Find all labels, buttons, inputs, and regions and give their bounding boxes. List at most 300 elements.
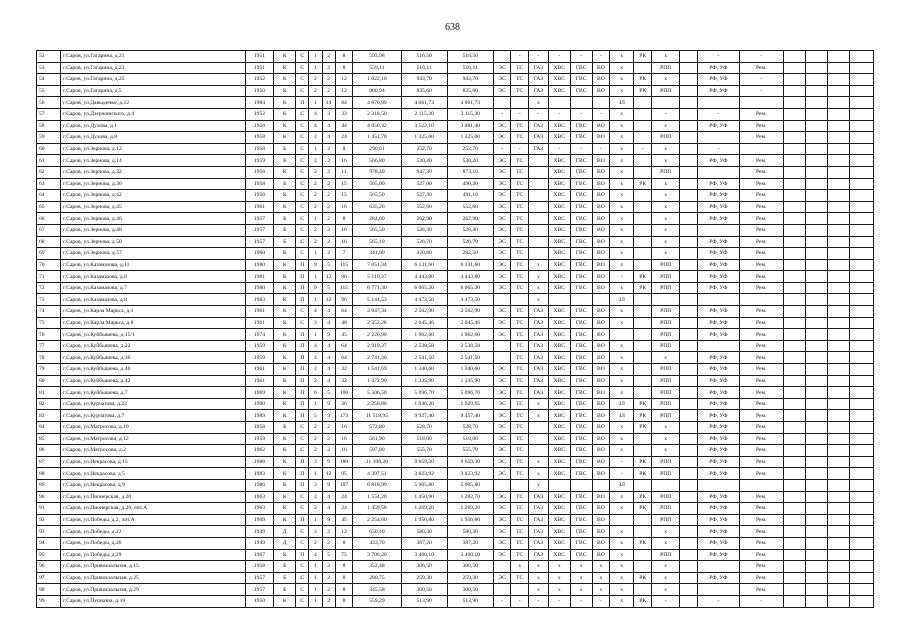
table-cell: 2 947,34	[353, 306, 401, 318]
table-cell	[634, 352, 652, 364]
table-cell	[805, 549, 827, 561]
table-cell	[634, 213, 652, 225]
address-cell: г.Саров, ул.Зернова, д.42	[61, 190, 246, 202]
table-cell: 290,61	[353, 143, 401, 155]
table-cell	[528, 236, 548, 248]
table-cell: -	[739, 595, 783, 607]
table-cell	[680, 584, 698, 596]
table-cell: К	[274, 190, 296, 202]
table-cell	[783, 317, 805, 329]
table-cell: 1961	[245, 306, 274, 318]
row-number-cell: 94	[37, 537, 61, 549]
address-cell: г.Саров, ул.Казамазова, д.11	[61, 259, 246, 271]
table-row	[37, 155, 874, 167]
row-number-cell: 65	[37, 201, 61, 213]
table-cell	[805, 132, 827, 144]
table-cell: ВО	[592, 514, 610, 526]
table-cell	[634, 132, 652, 144]
table-cell: ТС	[511, 549, 529, 561]
table-cell: РФ, УФ	[698, 526, 740, 538]
table-cell: К	[274, 514, 296, 526]
table-cell: 320,80	[401, 248, 447, 260]
address-cell: г.Саров, ул.Матросова, д.12	[61, 433, 246, 445]
table-cell: 2	[322, 422, 335, 434]
table-cell: ХВС	[548, 375, 570, 387]
table-cell: ТС	[511, 375, 529, 387]
table-cell	[827, 201, 849, 213]
table-cell	[634, 317, 652, 329]
table-cell: ГВС	[570, 422, 592, 434]
address-cell: г.Саров, ул.Гагарина, д.23	[61, 62, 246, 74]
table-cell: 1 541,69	[353, 364, 401, 376]
table-cell: 528,70	[401, 422, 447, 434]
table-cell: 835,60	[447, 85, 493, 97]
table-cell: 1989	[245, 410, 274, 422]
table-cell: 9	[322, 514, 335, 526]
table-cell	[548, 479, 570, 491]
table-cell: РФ, УФ	[698, 456, 740, 468]
table-cell: РК	[634, 456, 652, 468]
table-cell: 95	[335, 468, 353, 480]
table-cell: Б	[274, 422, 296, 434]
table-cell	[634, 62, 652, 74]
table-cell: ВО	[592, 224, 610, 236]
table-cell: РФ, УФ	[698, 433, 740, 445]
table-cell: 1	[309, 248, 322, 260]
table-cell: 48	[335, 317, 353, 329]
table-cell: ЭС	[493, 166, 511, 178]
table-cell: ГВС	[570, 340, 592, 352]
table-cell: 6 771,30	[353, 282, 401, 294]
table-cell	[680, 352, 698, 364]
table-cell	[849, 97, 873, 109]
table-cell	[827, 537, 849, 549]
table-cell	[805, 236, 827, 248]
table-cell: х	[651, 422, 680, 434]
table-cell: Рем.	[739, 410, 783, 422]
table-cell: К	[274, 503, 296, 515]
table-cell	[528, 166, 548, 178]
table-cell	[739, 294, 783, 306]
table-cell: 306,50	[447, 561, 493, 573]
table-cell	[634, 236, 652, 248]
table-cell: 1963	[245, 491, 274, 503]
table-cell: 490,20	[447, 178, 493, 190]
table-cell	[680, 317, 698, 329]
table-cell: 1	[309, 213, 322, 225]
table-cell: 1 962,60	[447, 329, 493, 341]
table-cell	[805, 178, 827, 190]
address-cell: г.Саров, ул.Духова, д.1	[61, 120, 246, 132]
table-cell: 3 460,10	[401, 549, 447, 561]
table-cell: 6	[309, 387, 322, 399]
table-cell	[849, 352, 873, 364]
table-cell: ТС	[511, 236, 529, 248]
table-row	[37, 74, 874, 86]
table-cell: -	[528, 595, 548, 607]
table-cell: 2 256,80	[353, 398, 401, 410]
table-cell: ГВС	[570, 549, 592, 561]
table-cell: х	[592, 572, 610, 584]
table-cell: ВО	[592, 329, 610, 341]
address-cell: г.Саров, ул.Зернова, д.14	[61, 155, 246, 167]
table-cell: 527,00	[401, 178, 447, 190]
table-cell	[680, 282, 698, 294]
table-cell: ТС	[511, 468, 529, 480]
table-cell: -	[511, 143, 529, 155]
table-cell: ХВС	[548, 491, 570, 503]
address-cell: г.Саров, ул.Курчатова, д.22	[61, 398, 246, 410]
table-cell: 1959	[245, 433, 274, 445]
table-cell: 2	[322, 85, 335, 97]
table-cell: РПП	[651, 85, 680, 97]
table-cell: С	[296, 491, 309, 503]
table-cell: 491,10	[447, 190, 493, 202]
table-row	[37, 306, 874, 318]
table-cell: 11 518,95	[353, 410, 401, 422]
table-cell	[570, 294, 592, 306]
table-cell: 1 325,00	[401, 132, 447, 144]
table-cell: 32	[335, 364, 353, 376]
table-cell: ГВС	[570, 537, 592, 549]
table-cell: П	[296, 271, 309, 283]
table-cell: ЭС	[493, 537, 511, 549]
table-cell	[610, 514, 634, 526]
row-number-cell: 91	[37, 503, 61, 515]
table-cell	[783, 503, 805, 515]
table-cell: 4 443,80	[447, 271, 493, 283]
table-cell: ЭС	[493, 410, 511, 422]
table-row	[37, 445, 874, 457]
table-cell	[493, 97, 511, 109]
table-cell: К	[274, 85, 296, 97]
table-cell: х	[651, 51, 680, 63]
table-row	[37, 503, 874, 515]
table-cell: 2 741,30	[353, 352, 401, 364]
table-cell	[528, 190, 548, 202]
table-cell: х	[528, 572, 548, 584]
table-cell	[827, 85, 849, 97]
table-cell: ВО	[592, 422, 610, 434]
table-cell: 9	[322, 479, 335, 491]
row-number-cell: 62	[37, 166, 61, 178]
table-row	[37, 190, 874, 202]
table-cell: 1967	[245, 549, 274, 561]
table-cell: 16	[335, 201, 353, 213]
table-cell: -	[548, 143, 570, 155]
table-cell: -	[610, 468, 634, 480]
table-cell: ГВС	[570, 62, 592, 74]
row-number-cell: 89	[37, 479, 61, 491]
table-cell: РК	[634, 51, 652, 63]
table-cell	[827, 468, 849, 480]
table-cell: 75	[335, 549, 353, 561]
table-cell: С	[296, 248, 309, 260]
table-row	[37, 329, 874, 341]
table-cell	[805, 282, 827, 294]
table-cell	[805, 398, 827, 410]
table-cell: 1 335,90	[401, 375, 447, 387]
table-cell: 1 554,20	[353, 491, 401, 503]
table-cell: Д	[274, 537, 296, 549]
table-cell	[698, 97, 740, 109]
table-cell: Рем.	[739, 514, 783, 526]
table-cell: ХВС	[548, 166, 570, 178]
table-cell: ТС	[511, 329, 529, 341]
table-cell: х	[528, 479, 548, 491]
table-cell: ЭС	[493, 85, 511, 97]
table-cell: ЭС	[493, 62, 511, 74]
row-number-cell: 99	[37, 595, 61, 607]
table-cell: ВО	[592, 306, 610, 318]
table-cell: Рем.	[739, 549, 783, 561]
table-cell	[783, 468, 805, 480]
table-cell	[849, 340, 873, 352]
table-cell: Б	[274, 213, 296, 225]
table-cell: 2 254,60	[353, 514, 401, 526]
table-cell: 16	[335, 445, 353, 457]
table-cell: -	[570, 143, 592, 155]
table-cell	[698, 132, 740, 144]
table-cell: Б	[274, 224, 296, 236]
table-cell	[511, 97, 529, 109]
table-cell: Рем.	[739, 468, 783, 480]
table-cell	[805, 526, 827, 538]
table-cell: ХВС	[548, 526, 570, 538]
table-cell: С	[296, 503, 309, 515]
table-cell: 2	[309, 178, 322, 190]
table-cell: 2	[322, 190, 335, 202]
table-cell: 2	[322, 595, 335, 607]
table-cell: х	[610, 143, 634, 155]
table-cell: х	[610, 259, 634, 271]
table-cell	[680, 398, 698, 410]
table-cell: х	[610, 422, 634, 434]
table-cell: К	[274, 294, 296, 306]
table-cell: Рем.	[739, 352, 783, 364]
table-cell	[827, 375, 849, 387]
table-cell: 565,50	[353, 190, 401, 202]
table-cell: 526,70	[401, 236, 447, 248]
table-cell: 2	[309, 190, 322, 202]
table-cell: 2	[309, 236, 322, 248]
table-row	[37, 108, 874, 120]
table-cell	[511, 584, 529, 596]
table-cell	[827, 561, 849, 573]
table-cell: ВО	[592, 433, 610, 445]
table-cell: Рем.	[739, 166, 783, 178]
table-cell: 1957	[245, 572, 274, 584]
table-cell	[680, 74, 698, 86]
table-cell: х	[548, 584, 570, 596]
table-cell: х	[651, 236, 680, 248]
table-cell: -	[570, 108, 592, 120]
table-cell: К	[274, 74, 296, 86]
table-cell	[805, 271, 827, 283]
table-cell: х	[651, 143, 680, 155]
table-row	[37, 201, 874, 213]
table-cell	[849, 329, 873, 341]
table-cell: ЭС	[493, 317, 511, 329]
table-cell: 5	[322, 259, 335, 271]
table-cell: 9	[309, 259, 322, 271]
table-cell: 572,80	[353, 422, 401, 434]
table-cell: х	[610, 595, 634, 607]
table-cell	[783, 375, 805, 387]
table-cell: 2 919,37	[353, 340, 401, 352]
table-cell	[493, 352, 511, 364]
table-cell: Рем.	[739, 271, 783, 283]
address-cell: г.Саров, ул.Пионерская, д.26, лит.А	[61, 503, 246, 515]
table-cell: ЭС	[493, 155, 511, 167]
table-cell	[783, 108, 805, 120]
table-cell: 64	[335, 352, 353, 364]
table-cell: х	[610, 213, 634, 225]
table-cell: К	[274, 595, 296, 607]
row-number-cell: 61	[37, 155, 61, 167]
table-cell	[783, 62, 805, 74]
table-cell: 9 457,40	[447, 410, 493, 422]
table-cell	[827, 595, 849, 607]
table-cell	[805, 422, 827, 434]
table-cell: -	[739, 85, 783, 97]
table-cell: ХВС	[548, 433, 570, 445]
table-cell: ТС	[511, 132, 529, 144]
table-cell: 1957	[245, 236, 274, 248]
table-cell: Рем.	[739, 248, 783, 260]
table-cell: РФ, УФ	[698, 410, 740, 422]
table-cell	[827, 213, 849, 225]
table-cell: 262,90	[447, 213, 493, 225]
row-number-cell: 86	[37, 445, 61, 457]
table-cell	[849, 120, 873, 132]
table-cell: ГВС	[570, 375, 592, 387]
table-cell	[783, 537, 805, 549]
table-cell: 1963	[245, 503, 274, 515]
address-cell: г.Саров, ул.Куйбышева, д.7	[61, 387, 246, 399]
table-cell: ХВС	[548, 85, 570, 97]
table-cell: 9	[322, 456, 335, 468]
table-cell: 3	[309, 317, 322, 329]
table-cell: ТС	[511, 155, 529, 167]
table-cell: х	[528, 294, 548, 306]
table-cell: Рем.	[739, 503, 783, 515]
table-cell: РФ, УФ	[698, 62, 740, 74]
table-cell: РПП	[651, 271, 680, 283]
table-cell: С	[296, 433, 309, 445]
table-cell: 1 269,20	[447, 503, 493, 515]
table-cell: -	[528, 51, 548, 63]
table-cell: РФ, УФ	[698, 259, 740, 271]
table-cell: РФ, УФ	[698, 364, 740, 376]
table-cell: 5	[322, 387, 335, 399]
table-cell	[493, 584, 511, 596]
row-number-cell: 68	[37, 236, 61, 248]
address-cell: г.Саров, ул.Куйбышева, д.42	[61, 375, 246, 387]
address-cell: г.Саров, ул.Привокзальная, д.29	[61, 584, 246, 596]
table-cell: Рем.	[739, 526, 783, 538]
table-cell: РПП	[651, 62, 680, 74]
table-cell: РК	[634, 398, 652, 410]
table-row	[37, 224, 874, 236]
table-cell: РФ, УФ	[698, 155, 740, 167]
table-cell: ГВС	[570, 271, 592, 283]
table-cell: Рем.	[739, 329, 783, 341]
table-cell: 1969	[245, 514, 274, 526]
row-number-cell: 53	[37, 62, 61, 74]
table-cell: Рем.	[739, 456, 783, 468]
table-cell: 1 325,00	[447, 132, 493, 144]
table-cell	[849, 248, 873, 260]
table-cell: 96	[335, 271, 353, 283]
table-cell: 9	[322, 398, 335, 410]
table-cell: 259,30	[447, 572, 493, 584]
table-cell: 5 110,37	[353, 271, 401, 283]
table-cell: 2	[309, 375, 322, 387]
table-row	[37, 248, 874, 260]
table-cell: 1950	[245, 595, 274, 607]
table-cell: 9	[322, 410, 335, 422]
table-cell: 4	[322, 491, 335, 503]
table-cell: 5 506,50	[353, 387, 401, 399]
table-cell	[783, 132, 805, 144]
table-cell: ВО	[592, 317, 610, 329]
table-cell: 2	[309, 74, 322, 86]
table-cell	[805, 85, 827, 97]
table-cell: х	[528, 271, 548, 283]
table-cell: РК	[634, 503, 652, 515]
table-cell	[805, 375, 827, 387]
table-cell	[698, 166, 740, 178]
table-cell: РК	[634, 572, 652, 584]
table-cell: ВО	[592, 398, 610, 410]
table-cell	[783, 236, 805, 248]
housing-register-table	[36, 50, 874, 608]
row-number-cell: 57	[37, 108, 61, 120]
table-cell: 1 022,10	[353, 74, 401, 86]
table-cell: 252,70	[447, 143, 493, 155]
table-cell: 96	[335, 294, 353, 306]
table-cell: РФ, УФ	[698, 74, 740, 86]
table-cell: РФ, УФ	[698, 236, 740, 248]
table-cell: РФ, УФ	[698, 120, 740, 132]
table-cell: ТС	[511, 213, 529, 225]
table-cell	[783, 398, 805, 410]
table-cell: 2 562,90	[401, 306, 447, 318]
address-cell: г.Саров, ул.Победы, д.2, лит.А	[61, 514, 246, 526]
table-cell: 1974	[245, 329, 274, 341]
address-cell: г.Саров, ул.Зернова, д.12	[61, 143, 246, 155]
table-cell: х	[570, 584, 592, 596]
table-row	[37, 468, 874, 480]
table-cell: Б	[274, 584, 296, 596]
table-cell	[680, 375, 698, 387]
table-row	[37, 213, 874, 225]
table-cell	[680, 108, 698, 120]
table-cell: 115	[335, 259, 353, 271]
table-cell: К	[274, 468, 296, 480]
table-cell	[634, 166, 652, 178]
table-cell	[528, 224, 548, 236]
table-cell	[849, 375, 873, 387]
table-cell: ТС	[511, 433, 529, 445]
table-cell: С	[296, 108, 309, 120]
table-cell: х	[610, 549, 634, 561]
table-cell: х	[528, 410, 548, 422]
table-cell: 2	[322, 74, 335, 86]
table-cell	[827, 317, 849, 329]
table-cell	[827, 491, 849, 503]
